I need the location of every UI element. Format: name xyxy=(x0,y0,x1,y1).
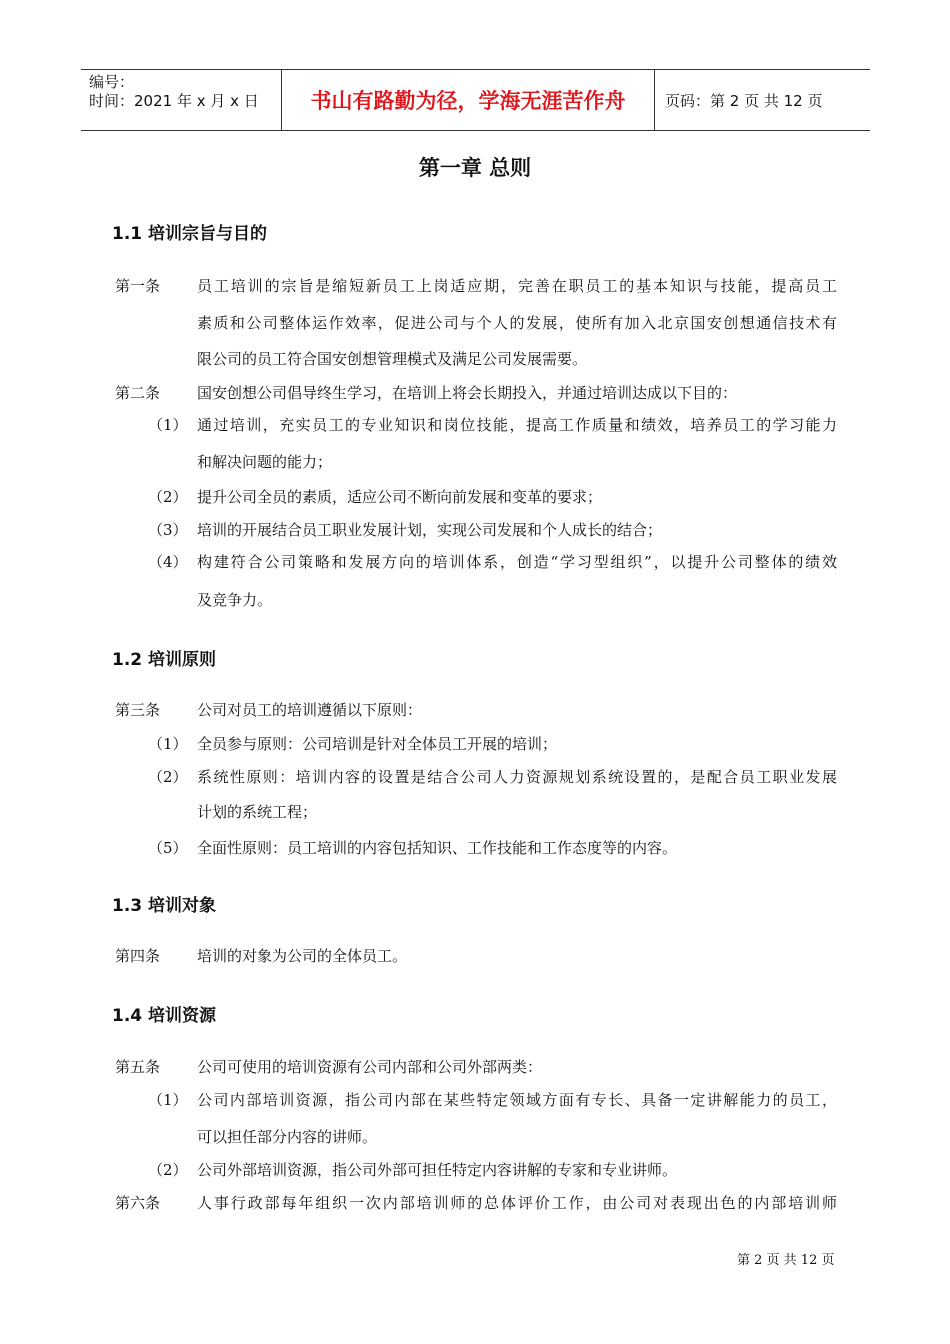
article-text: 公司可使用的培训资源有公司内部和公司外部两类： xyxy=(197,1058,543,1076)
list-item-number: （1） xyxy=(148,735,188,753)
list-item-text: 计划的系统工程； xyxy=(197,803,318,821)
list-item-text: 系统性原则：培训内容的设置是结合公司人力资源规划系统设置的，是配合员工职业发展 xyxy=(197,768,837,786)
header-motto: 书山有路勤为径，学海无涯苦作舟 xyxy=(281,70,655,130)
list-item-text: 及竞争力。 xyxy=(197,591,273,609)
section-heading-1-4: 1.4 培训资源 xyxy=(112,1006,217,1026)
header-date: 时间：2021 年 x 月 x 日 xyxy=(89,92,259,110)
page-header xyxy=(81,69,870,131)
list-item-number: （5） xyxy=(148,839,188,857)
article-label: 第六条 xyxy=(115,1194,161,1212)
list-item-text: 可以担任部分内容的讲师。 xyxy=(197,1128,378,1146)
list-item-text: 培训的开展结合员工职业发展计划，实现公司发展和个人成长的结合； xyxy=(197,521,663,539)
list-item-number: （4） xyxy=(148,553,188,571)
list-item-text: 公司内部培训资源，指公司内部在某些特定领域方面有专长、具备一定讲解能力的员工， xyxy=(197,1091,837,1109)
chapter-title: 第一章 总则 xyxy=(418,156,532,180)
article-label: 第四条 xyxy=(115,947,161,965)
list-item-text: 全面性原则：员工培训的内容包括知识、工作技能和工作态度等的内容。 xyxy=(197,839,678,857)
article-text: 培训的对象为公司的全体员工。 xyxy=(197,947,408,965)
article-text: 限公司的员工符合国安创想管理模式及满足公司发展需要。 xyxy=(197,350,588,368)
header-serial: 编号： xyxy=(89,73,135,91)
page-footer: 第 2 页 共 12 页 xyxy=(737,1253,835,1268)
article-text: 员工培训的宗旨是缩短新员工上岗适应期，完善在职员工的基本知识与技能，提高员工 xyxy=(197,277,837,295)
header-meta xyxy=(81,70,281,130)
article-label: 第二条 xyxy=(115,384,161,402)
list-item-number: （3） xyxy=(148,521,188,539)
header-page-number: 页码：第 2 页 共 12 页 xyxy=(665,91,823,110)
list-item-number: （2） xyxy=(148,488,188,506)
section-heading-1-3: 1.3 培训对象 xyxy=(112,896,217,916)
list-item-number: （1） xyxy=(148,1091,188,1109)
list-item-text: 提升公司全员的素质，适应公司不断向前发展和变革的要求； xyxy=(197,488,603,506)
list-item-number: （2） xyxy=(148,768,188,786)
article-text: 素质和公司整体运作效率，促进公司与个人的发展，使所有加入北京国安创想通信技术有 xyxy=(197,314,837,332)
section-heading-1-1: 1.1 培训宗旨与目的 xyxy=(112,224,268,244)
list-item-text: 全员参与原则：公司培训是针对全体员工开展的培训； xyxy=(197,735,558,753)
list-item-text: 构建符合公司策略和发展方向的培训体系，创造“学习型组织”，以提升公司整体的绩效 xyxy=(197,553,837,571)
list-item-number: （2） xyxy=(148,1161,188,1179)
section-heading-1-2: 1.2 培训原则 xyxy=(112,650,217,670)
article-text: 公司对员工的培训遵循以下原则： xyxy=(197,701,423,719)
list-item-text: 通过培训，充实员工的专业知识和岗位技能，提高工作质量和绩效，培养员工的学习能力 xyxy=(197,416,837,434)
article-label: 第一条 xyxy=(115,277,161,295)
article-label: 第三条 xyxy=(115,701,161,719)
list-item-text: 公司外部培训资源，指公司外部可担任特定内容讲解的专家和专业讲师。 xyxy=(197,1161,678,1179)
list-item-number: （1） xyxy=(148,416,188,434)
article-label: 第五条 xyxy=(115,1058,161,1076)
article-text: 国安创想公司倡导终生学习，在培训上将会长期投入，并通过培训达成以下目的： xyxy=(197,384,738,402)
article-text: 人事行政部每年组织一次内部培训师的总体评价工作，由公司对表现出色的内部培训师 xyxy=(197,1194,837,1212)
list-item-text: 和解决问题的能力； xyxy=(197,453,333,471)
